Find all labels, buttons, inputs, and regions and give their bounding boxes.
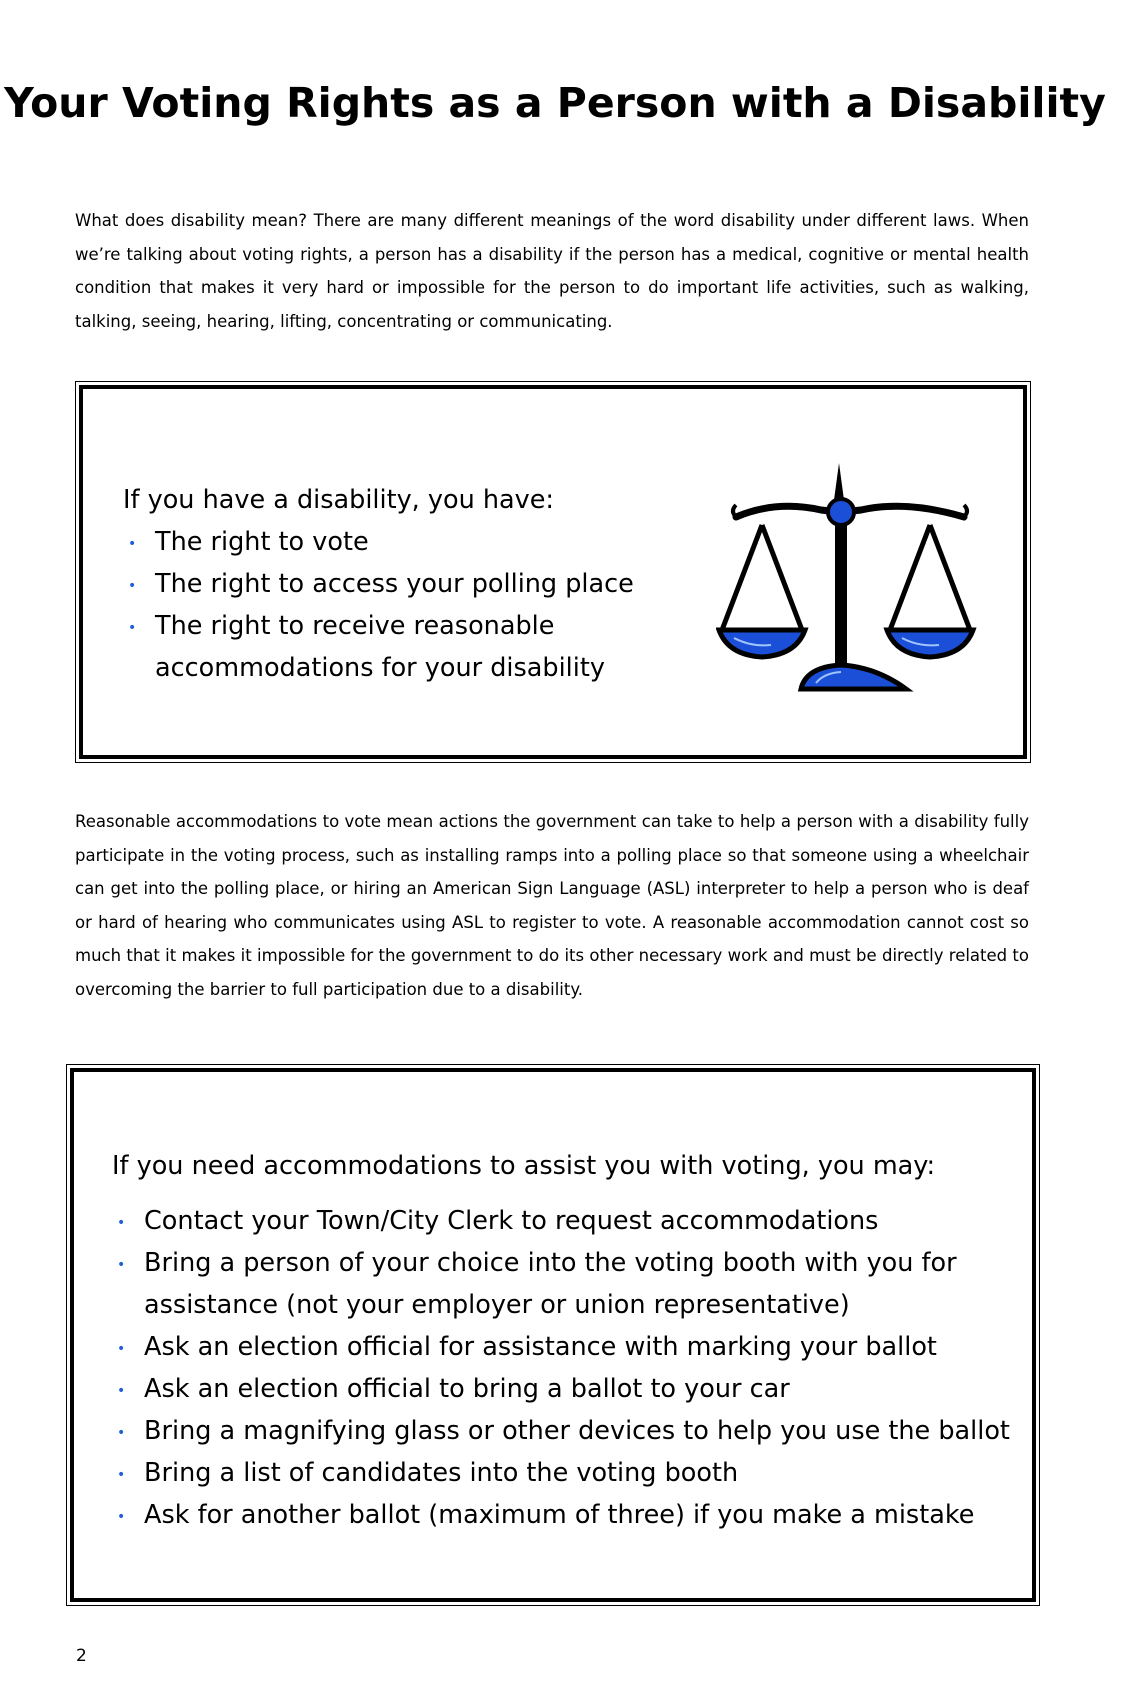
list-item	[123, 563, 683, 605]
intro-paragraph: What does disability mean? There are many different meanings of the word disability under different laws. When we’re talking about voting rights, a person has a disability if the person has a medical, cognitive or mental health condition that makes it very hard or impossible for the person to do important life activities, such as walking, talking, seeing, hearing, lifting, concentrating or communicating.	[75, 211, 1029, 331]
list-item-text: Bring a person of your choice into the voting booth with you for assistance (not your employer or union representative)	[144, 1248, 957, 1320]
list-item-text: Contact your Town/City Clerk to request accommodations	[144, 1206, 879, 1236]
assist-list	[112, 1200, 1012, 1536]
list-item	[112, 1242, 1012, 1326]
assist-box-border	[70, 1068, 1036, 1602]
list-item	[112, 1452, 1012, 1494]
list-item-text: Ask for another ballot (maximum of three) if you make a mistake	[144, 1500, 975, 1530]
list-item-text: Bring a magnifying glass or other devices to help you use the ballot	[144, 1416, 1010, 1446]
bullet-icon: •	[117, 1215, 126, 1231]
scales-of-justice-icon	[716, 455, 986, 705]
list-item-text: The right to vote	[155, 527, 369, 557]
list-item-text: Ask an election official to bring a ballot to your car	[144, 1374, 790, 1404]
assist-box	[66, 1064, 1040, 1606]
page-number: 2	[76, 1646, 87, 1666]
list-item-text: The right to receive reasonable accommodations for your disability	[155, 611, 605, 683]
list-item	[112, 1410, 1012, 1452]
rights-list	[123, 521, 683, 689]
bullet-icon: •	[117, 1383, 126, 1399]
list-item	[112, 1494, 1012, 1536]
list-item	[112, 1368, 1012, 1410]
list-item-text: The right to access your polling place	[155, 569, 634, 599]
rights-box	[75, 381, 1031, 763]
list-item-text: Ask an election official for assistance with marking your ballot	[144, 1332, 937, 1362]
list-item	[123, 521, 683, 563]
rights-box-border	[79, 385, 1027, 759]
bullet-icon: •	[128, 536, 137, 552]
list-item	[123, 605, 683, 689]
list-item	[112, 1326, 1012, 1368]
page-title: Your Voting Rights as a Person with a Disability	[4, 79, 1106, 127]
bullet-icon: •	[117, 1425, 126, 1441]
bullet-icon: •	[128, 578, 137, 594]
bullet-icon: •	[117, 1257, 126, 1273]
list-item	[112, 1200, 1012, 1242]
list-item-text: Bring a list of candidates into the voting booth	[144, 1458, 739, 1488]
bullet-icon: •	[117, 1509, 126, 1525]
accommodations-paragraph: Reasonable accommodations to vote mean actions the government can take to help a person with a disability fully participate in the voting process, such as installing ramps into a polling place so that someone using a wheelchair can get into the polling place, or hiring an American Sign Language (ASL) interpreter to help a person who is deaf or hard of hearing who communicates using ASL to register to vote. A reasonable accommodation cannot cost so much that it makes it impossible for the government to do its other necessary work and must be directly related to overcoming the barrier to full participation due to a disability.	[75, 812, 1029, 999]
assist-box-heading: If you need accommodations to assist you with voting, you may:	[112, 1151, 936, 1181]
bullet-icon: •	[128, 620, 137, 636]
bullet-icon: •	[117, 1341, 126, 1357]
rights-box-heading: If you have a disability, you have:	[123, 485, 555, 515]
bullet-icon: •	[117, 1467, 126, 1483]
